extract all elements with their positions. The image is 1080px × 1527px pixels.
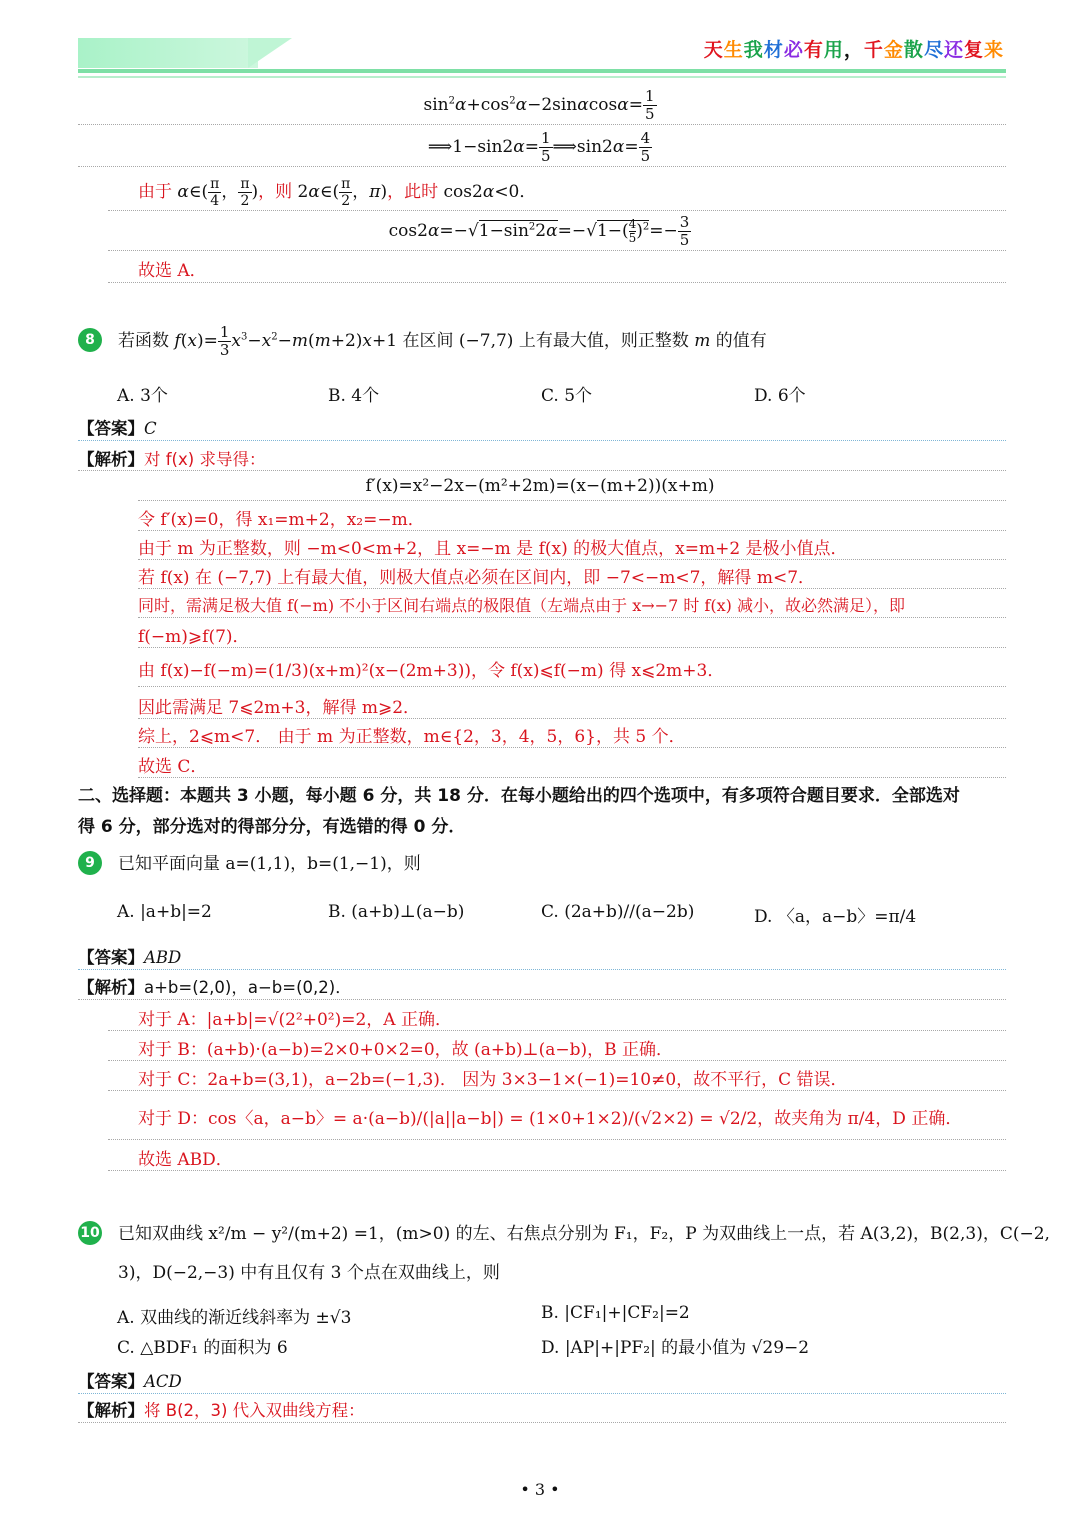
- answer-value: ABD: [144, 948, 182, 967]
- motto-char: 必: [783, 39, 804, 61]
- divider: [138, 559, 1006, 560]
- analysis-intro: a+b=(2,0)，a−b=(0,2)．: [144, 978, 352, 997]
- section-2-heading-line-2: 得 6 分，部分选对的得部分分，有选错的得 0 分．: [78, 817, 466, 837]
- motto-char: ，: [843, 39, 864, 61]
- divider: [108, 1030, 1006, 1031]
- divider: [108, 210, 1006, 211]
- motto-char: 天: [703, 39, 724, 61]
- q9-option-c[interactable]: C. (2a+b)//(a−2b): [541, 902, 695, 922]
- motto-char: 生: [723, 39, 744, 61]
- motto-char: 还: [943, 39, 964, 61]
- divider: [108, 1139, 1006, 1140]
- motto-char: 用: [823, 39, 844, 61]
- prev-eq-1: $\sin^2\alpha+\cos^2\alpha-2\sin\alpha\cos\alpha=$ $\frac{1}{5}$: [423, 87, 655, 123]
- divider: [78, 166, 1006, 167]
- q10-option-c[interactable]: C. △BDF₁ 的面积为 6: [117, 1338, 288, 1358]
- q8-line-8: 综上，2⩽m<7． 由于 m 为正整数，m∈{2，3，4，5，6}，共 5 个．: [138, 727, 686, 747]
- q9-line-3: 对于 C：2a+b=(3,1)，a−2b=(−1,3)． 因为 3×3−1×(−1)=10≠0，故不平行，C 错误．: [138, 1070, 848, 1090]
- q10-analysis: [78, 1397, 365, 1421]
- motto-char: 有: [803, 39, 824, 61]
- divider: [138, 747, 1006, 748]
- q9-answer: [78, 944, 181, 968]
- divider: [78, 1393, 1006, 1394]
- q9-stem: 已知平面向量 a=(1,1)，b=(1,−1)，则: [118, 854, 421, 874]
- header-rule-thin: [78, 76, 1006, 78]
- question-number-8: 8: [78, 328, 102, 352]
- motto-char: 尽: [923, 39, 944, 61]
- divider: [78, 1422, 1006, 1423]
- q8-derivative: f′(x)=x²−2x−(m²+2m)=(x−(m+2))(x+m): [365, 476, 715, 496]
- divider: [78, 999, 1006, 1000]
- header-banner: [78, 38, 258, 68]
- divider: [138, 777, 1006, 778]
- q8-line-1: 令 f′(x)=0，得 x₁=m+2，x₂=−m．: [138, 510, 425, 530]
- answer-value: ACD: [144, 1372, 182, 1391]
- q8-line-4: 同时，需满足极大值 f(−m) 不小于区间右端点的极限值（左端点由于 x→−7 时 f(x) 减小，故必然满足），即: [138, 596, 905, 615]
- header-banner-slant: [248, 38, 292, 68]
- analysis-intro: 对 f(x) 求导得：: [144, 450, 266, 469]
- question-number-9: 9: [78, 851, 102, 875]
- motto-char: 金: [883, 39, 904, 61]
- divider: [108, 1170, 1006, 1171]
- question-number-10: 10: [78, 1221, 102, 1245]
- analysis-label: 【解析】: [78, 450, 144, 469]
- motto-char: 我: [743, 39, 764, 61]
- q8-option-b[interactable]: B. 4个: [328, 386, 380, 406]
- divider: [108, 282, 1006, 283]
- prev-note: 由于 α∈( $\frac{\pi}{4}$ ， $\frac{\pi}{2}$ )，则 2α∈( $\frac{\pi}{2}$ ，π)，此时 cos2α<0．: [138, 176, 537, 209]
- divider: [138, 530, 1006, 531]
- divider: [138, 588, 1006, 589]
- q8-analysis: [78, 446, 265, 470]
- q8-line-2: 由于 m 为正整数，则 −m<0<m+2，且 x=−m 是 f(x) 的极大值点，x=m+2 是极小值点．: [138, 539, 848, 559]
- answer-value: C: [144, 419, 157, 438]
- analysis-label: 【解析】: [78, 1401, 144, 1420]
- divider: [138, 718, 1006, 719]
- q10-stem-line-1: 已知双曲线 x²/m − y²/(m+2) =1，(m>0) 的左、右焦点分别为 F₁，F₂，P 为双曲线上一点，若 A(3,2)，B(2,3)，C(−2,: [118, 1224, 1050, 1244]
- header-rule: [78, 69, 1006, 73]
- q9-analysis: [78, 974, 352, 998]
- divider: [138, 686, 1006, 687]
- prev-choice: 故选 A．: [138, 261, 207, 281]
- q8-option-d[interactable]: D. 6个: [754, 386, 806, 406]
- q9-option-a[interactable]: A. |a+b|=2: [117, 902, 212, 922]
- q8-answer: [78, 415, 157, 439]
- answer-label: 【答案】: [78, 1372, 144, 1391]
- q10-answer: [78, 1368, 182, 1392]
- q10-option-a[interactable]: A. 双曲线的渐近线斜率为 ±√3: [117, 1308, 352, 1328]
- q9-option-d[interactable]: D. 〈a，a−b〉=π/4: [754, 907, 917, 927]
- q8-line-3: 若 f(x) 在 (−7,7) 上有最大值，则极大值点必须在区间内，即 −7<−m<7，解得 m<7．: [138, 568, 816, 588]
- motto-char: 千: [863, 39, 884, 61]
- q8-line-7: 因此需满足 7⩽2m+3，解得 m⩾2．: [138, 698, 421, 718]
- divider: [78, 440, 1006, 441]
- divider: [78, 124, 1006, 125]
- section-2-heading-line-1: 二、选择题：本题共 3 小题，每小题 6 分，共 18 分．在每小题给出的四个选项中，有多项符合题目要求．全部选对: [78, 786, 960, 806]
- prev-eq-3: $\cos 2\alpha=-√1-\sin^22\alpha=-√1-$( $\frac{4}{5}$ )$^2$=− $\frac{3}{5}$: [388, 213, 690, 249]
- q9-option-b[interactable]: B. (a+b)⊥(a−b): [328, 902, 465, 922]
- answer-label: 【答案】: [78, 419, 144, 438]
- q10-option-b[interactable]: B. |CF₁|+|CF₂|=2: [541, 1303, 690, 1323]
- divider: [108, 1060, 1006, 1061]
- divider: [108, 250, 1006, 251]
- divider: [78, 969, 1006, 970]
- q10-stem-line-2: 3)，D(−2,−3) 中有且仅有 3 个点在双曲线上，则: [118, 1263, 500, 1283]
- divider: [108, 1090, 1006, 1091]
- page-number: • 3 •: [520, 1480, 560, 1499]
- divider: [138, 647, 1006, 648]
- motto-char: 材: [763, 39, 784, 61]
- q9-line-1: 对于 A：|a+b|=√(2²+0²)=2，A 正确．: [138, 1010, 452, 1030]
- prev-eq-2: ⟹1−sin2α= $\frac{1}{5}$ ⟹sin2α= $\frac{4}{5}$: [427, 129, 651, 165]
- motto-char: 来: [983, 39, 1004, 61]
- q9-line-2: 对于 B：(a+b)·(a−b)=2×0+0×2=0，故 (a+b)⊥(a−b)，B 正确．: [138, 1040, 673, 1060]
- q8-option-a[interactable]: A. 3个: [117, 386, 168, 406]
- q10-option-d[interactable]: D. |AP|+|PF₂| 的最小值为 √29−2: [541, 1338, 810, 1358]
- q8-stem: 若函数 f(x)= $\frac{1}{3}$ $x^3-x^2-m(m+2)x+1$ 在区间 (−7,7) 上有最大值，则正整数 m 的值有: [118, 323, 767, 359]
- divider: [78, 470, 1006, 471]
- divider: [138, 500, 1006, 501]
- motto-char: 复: [963, 39, 984, 61]
- q8-line-6: 由 f(x)−f(−m)=(1/3)(x+m)²(x−(2m+3))，令 f(x)⩽f(−m) 得 x⩽2m+3．: [138, 661, 725, 681]
- motto-char: 散: [903, 39, 924, 61]
- analysis-label: 【解析】: [78, 978, 144, 997]
- header-motto: [704, 35, 1004, 62]
- q9-line-4: 对于 D：cos〈a，a−b〉= a·(a−b)/(|a||a−b|) = (1×0+1×2)/(√2×2) = √2/2，故夹角为 π/4，D 正确．: [138, 1109, 963, 1129]
- analysis-intro: 将 B(2，3) 代入双曲线方程：: [144, 1401, 365, 1420]
- answer-label: 【答案】: [78, 948, 144, 967]
- q9-line-5: 故选 ABD．: [138, 1150, 233, 1170]
- q8-line-9: 故选 C．: [138, 757, 208, 777]
- q8-line-5: f(−m)⩾f(7)．: [138, 627, 250, 647]
- divider: [138, 617, 1006, 618]
- q8-option-c[interactable]: C. 5个: [541, 386, 593, 406]
